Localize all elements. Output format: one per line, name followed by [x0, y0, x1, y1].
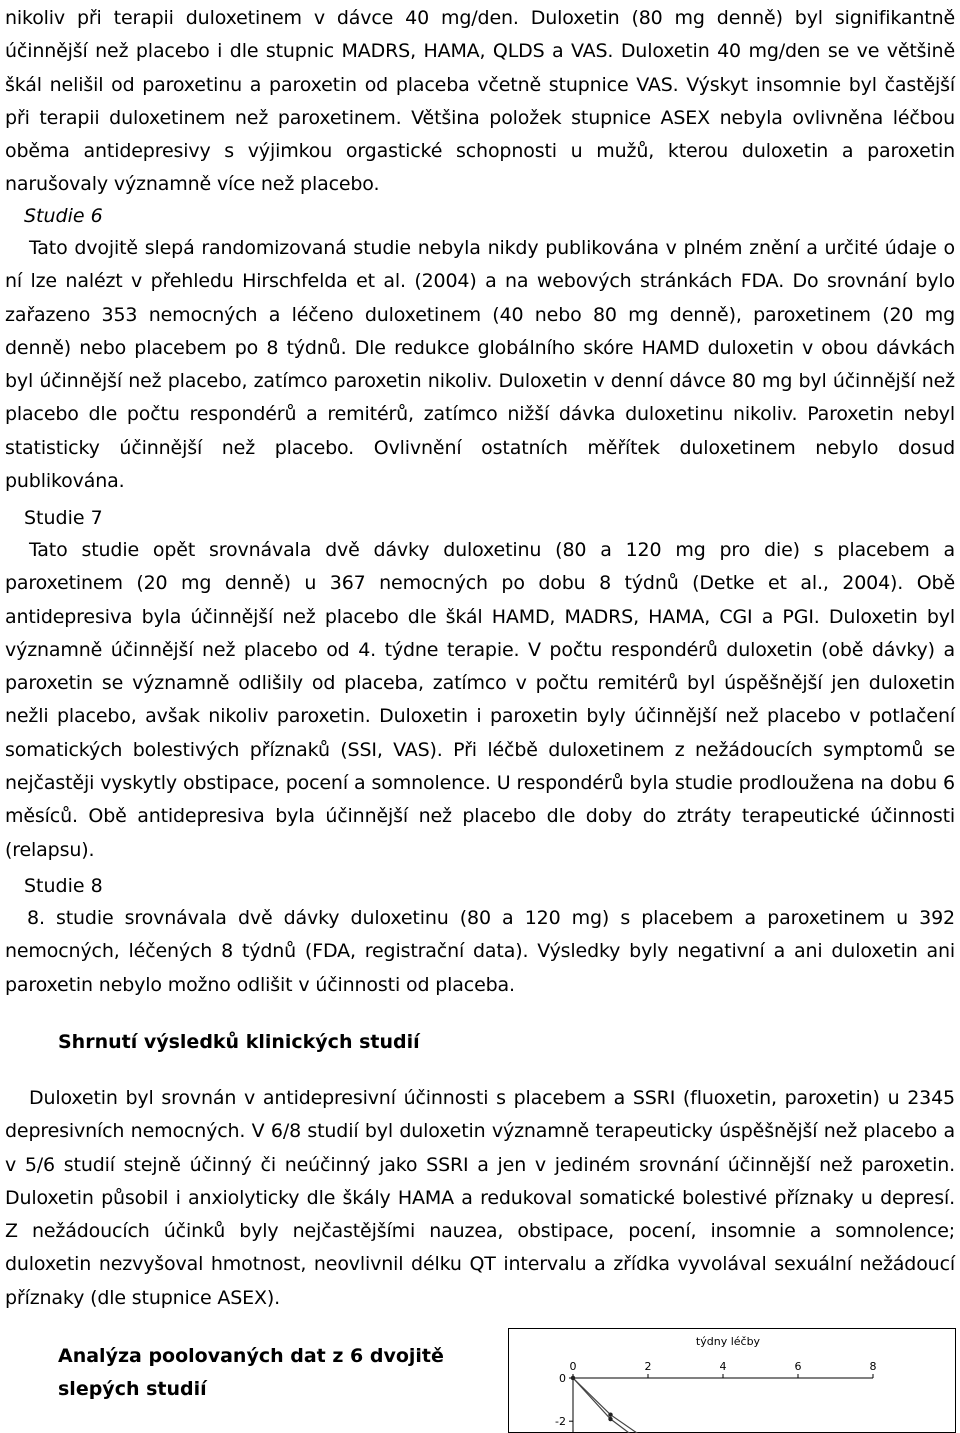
study7-paragraph: Tato studie opět srovnávala dvě dávky duloxetinu (80 a 120 mg pro die) s placebem a paroxetinem (20 mg denně) u 367 nemocných po dobu 8 týdnů (Detke et al., 2004). Obě antidepresiva byla účinnější než placebo dle škál HAMD, MADRS, HAMA, CGI a PGI. Duloxetin byl významně účinnější než placebo od 4. týdne terapie. V počtu respondérů duloxetin (obě dávky) a paroxetin se významně odlišily od placeba, zatímco v počtu remitérů byl úspěšnější jen duloxetin nežli placebo, avšak nikoliv paroxetin. Duloxetin i paroxetin byly účinnější než placebo v potlačení somatických bolestivých příznaků (SSI, VAS). Při léčbě duloxetinem z nežádoucích symptomů se nejčastěji vyskytly obstipace, pocení a somnolence. U respondérů byla studie prodloužena na dobu 6 měsíců. Obě antidepresiva byla účinnější než placebo dle doby do ztráty terapeutické účinnosti (relapsu). [5, 539, 955, 861]
x-axis-label: týdny léčby [695, 1335, 761, 1348]
x-tick-label-6: 6 [794, 1360, 802, 1373]
figure-title: Analýza poolovaných dat z 6 dvojitě slepých studií [58, 1345, 444, 1400]
x-tick-label-2: 2 [644, 1360, 652, 1373]
y-tick-label-0: 0 [559, 1372, 566, 1385]
series-0-point-1 [608, 1413, 612, 1417]
study6-paragraph: Tato dvojitě slepá randomizovaná studie nebyla nikdy publikována v plném znění a určité údaje o ní lze nalézt v přehledu Hirschfelda et al. (2004) a na webových stránkách FDA. Do srovnání bylo zařazeno 353 nemocných a léčeno duloxetinem (40 nebo 80 mg denně), paroxetinem (20 mg denně) nebo placebem po 8 týdnů. Dle redukce globálního skóre HAMD duloxetin v obou dávkách byl účinnější než placebo, zatímco paroxetin nikoliv. Duloxetin v denní dávce 80 mg byl účinnější než placebo dle počtu respondérů a remitérů, zatímco nižší dávka duloxetinu nikoliv. Paroxetin nebyl statisticky účinnější než placebo. Ovlivnění ostatních měřítek duloxetinem nebylo dosud publikována. [5, 237, 955, 493]
study6-label: Studie 6 [24, 205, 103, 227]
series-line-0 [573, 1378, 648, 1433]
series-1-point-0 [571, 1376, 575, 1380]
study8-paragraph: 8. studie srovnávala dvě dávky duloxetinu (80 a 120 mg) s placebem a paroxetinem u 392 nemocných, léčených 8 týdnů (FDA, registrační data). Výsledky byly negativní a ani duloxetin ani paroxetin nebylo možno odlišit v účinnosti od placeba. [5, 907, 955, 996]
chart-svg [508, 1328, 956, 1433]
summary-paragraph: Duloxetin byl srovnán v antidepresivní účinnosti s placebem a SSRI (fluoxetin, paroxetin) u 2345 depresivních nemocných. V 6/8 studií byl duloxetin významně terapeuticky úspěšnější než placebo a v 5/6 studií stejně účinný či neúčinný jako SSRI a jen v jediném srovnání účinnější než paroxetin. Duloxetin působil i anxiolyticky dle škály HAMA a redukoval somatické bolestivé příznaky u depresí. Z nežádoucích účinků byly nejčastějšími nauzea, obstipace, pocení, insomnie a somnolence; duloxetin nezvyšoval hmotnost, neovlivnil délku QT intervalu a zřídka vyvolával sexuální nežádoucí příznaky (dle stupnice ASEX). [5, 1087, 955, 1309]
study8-label: Studie 8 [24, 875, 103, 897]
pooled-data-chart [508, 1328, 956, 1433]
intro-paragraph: nikoliv při terapii duloxetinem v dávce 40 mg/den. Duloxetin (80 mg denně) byl signifikantně účinnější než placebo i dle stupnic MADRS, HAMA, QLDS a VAS. Duloxetin 40 mg/den se ve většině škál nelišil od paroxetinu a paroxetin od placeba včetně stupnice VAS. Výskyt insomnie byl častější při terapii duloxetinem než paroxetinem. Většina položek stupnice ASEX nebyla ovlivněna léčbou oběma antidepresivy s výjimkou orgastické schopnosti u mužů, kterou duloxetin a paroxetin narušovaly významně více než placebo. [5, 7, 955, 196]
summary-heading: Shrnutí výsledků klinických studií [58, 1031, 420, 1053]
series-1-point-1 [608, 1417, 612, 1421]
y-tick-label--2: -2 [555, 1415, 566, 1429]
x-tick-label-8: 8 [869, 1360, 877, 1373]
series-line-1 [573, 1378, 648, 1433]
x-tick-label-0: 0 [569, 1360, 577, 1373]
x-tick-label-4: 4 [719, 1360, 727, 1373]
study7-label: Studie 7 [24, 507, 103, 529]
